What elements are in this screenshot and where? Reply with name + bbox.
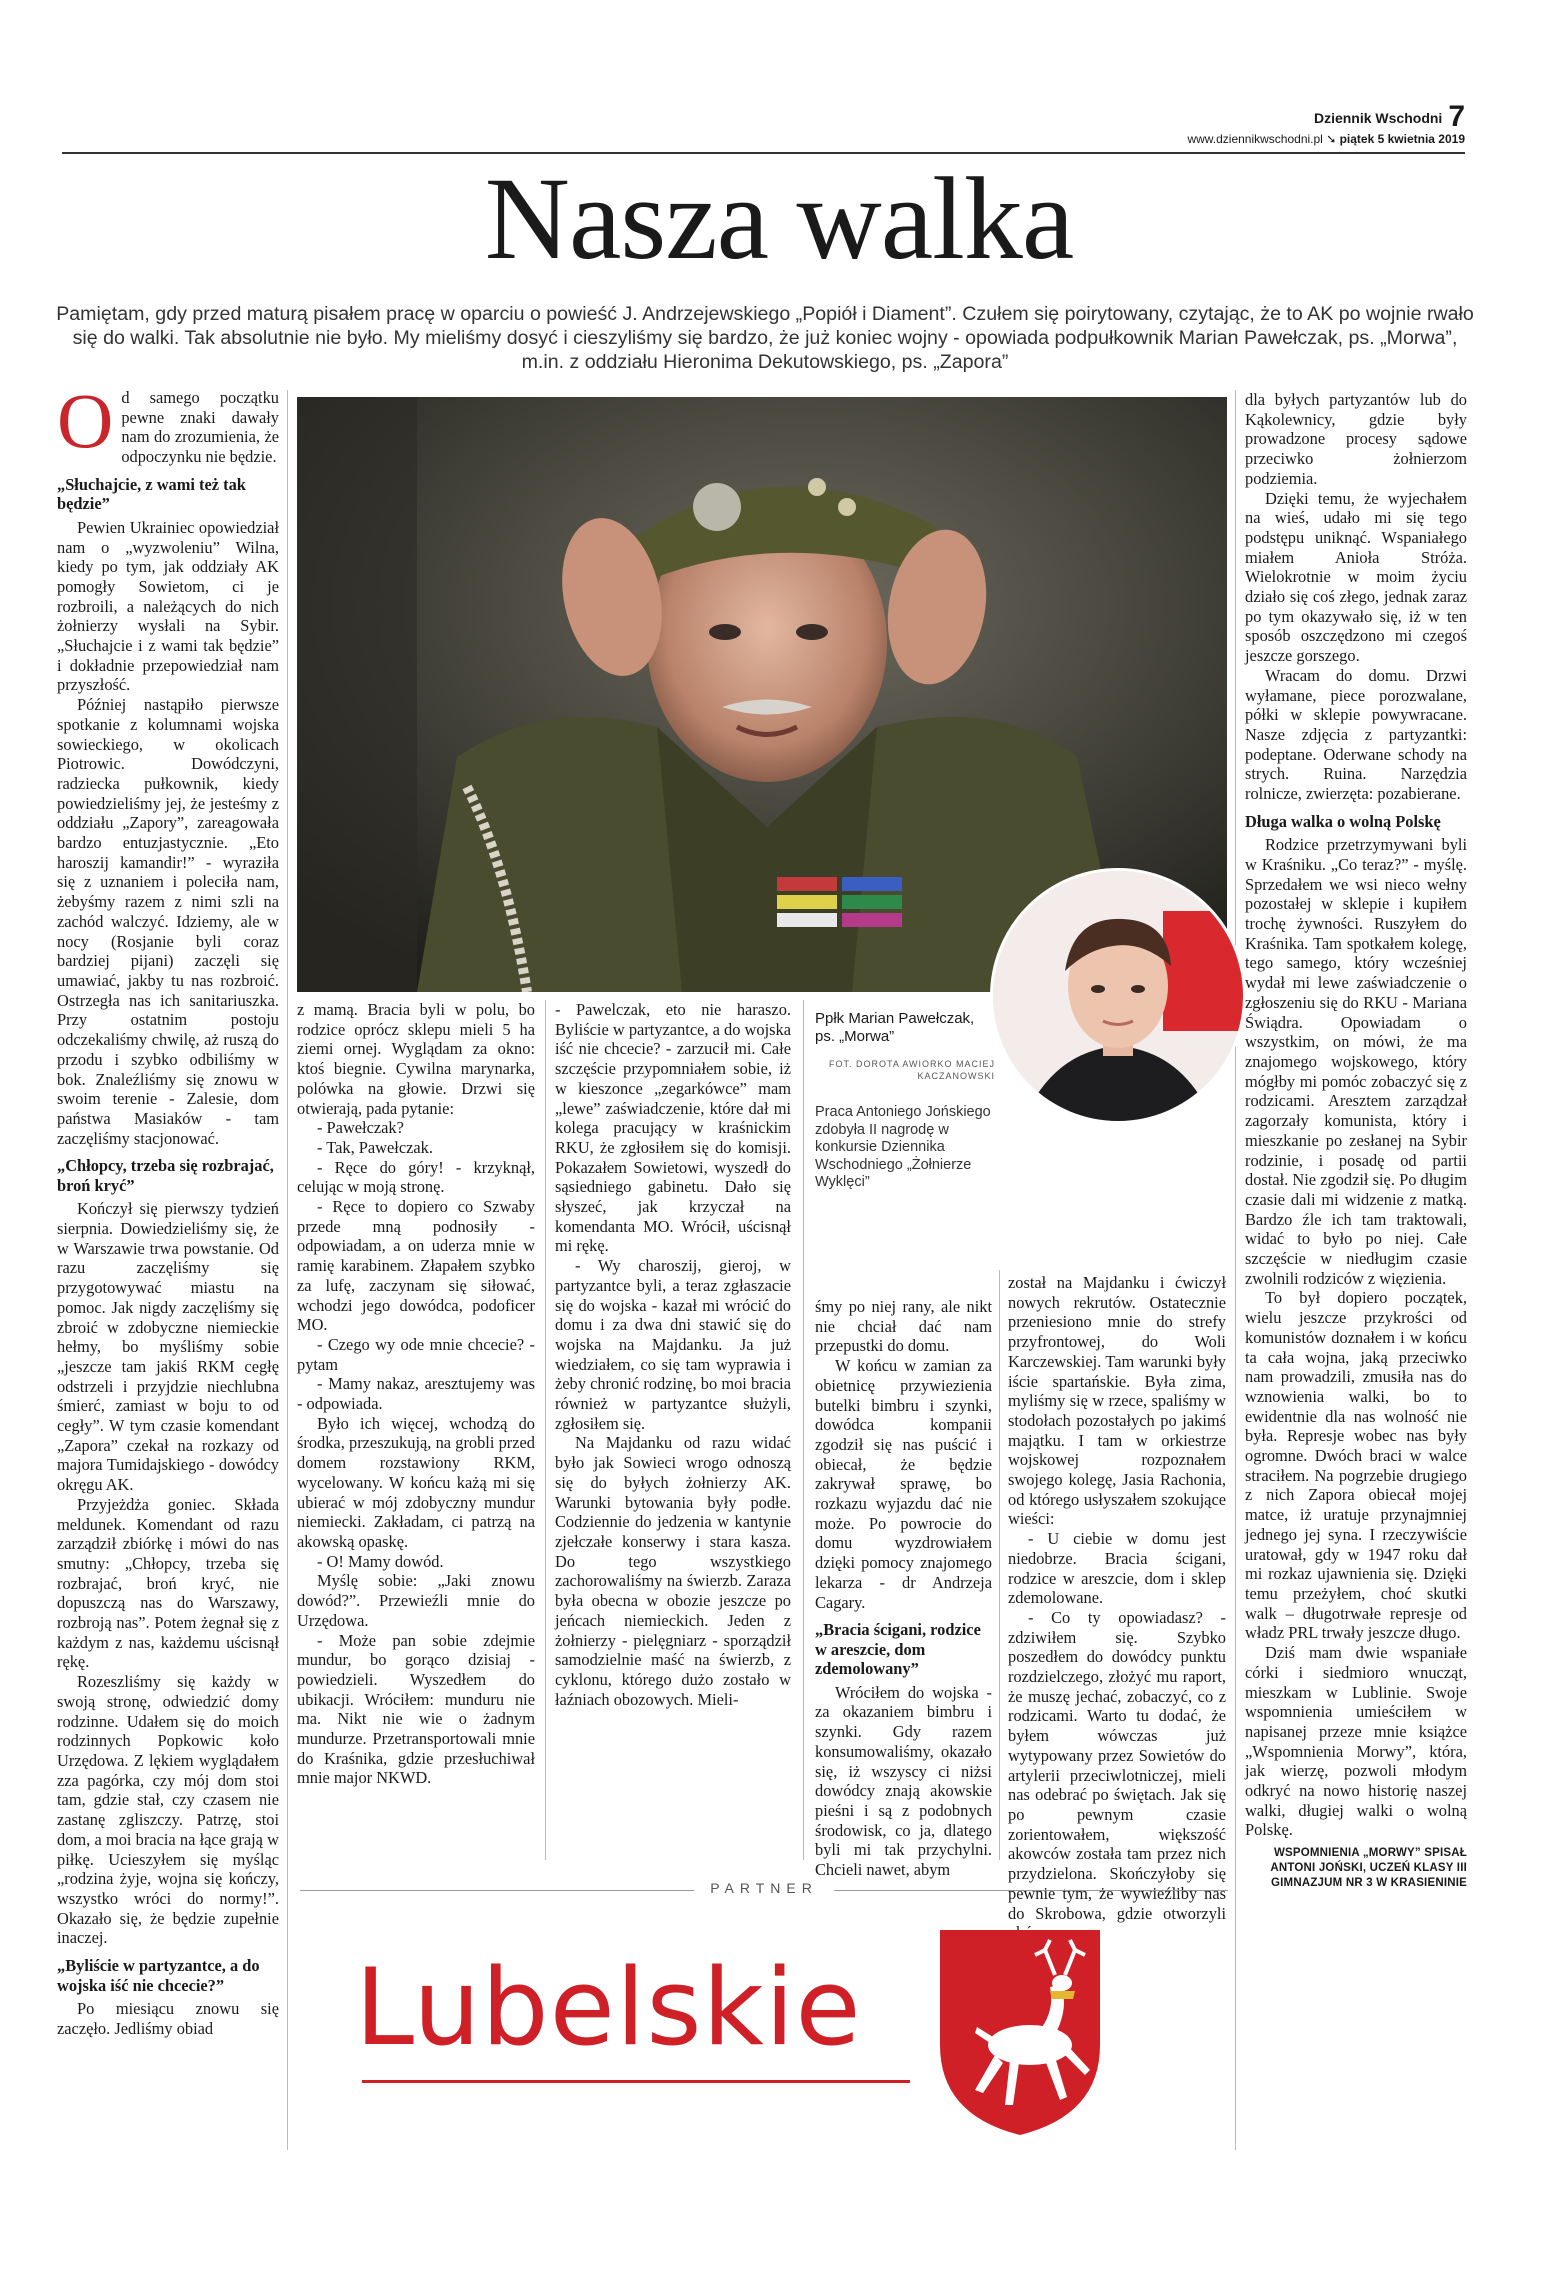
dialogue-line: - O! Mamy dowód.	[317, 1551, 444, 1571]
paragraph: Przyjeżdża goniec. Składa meldunek. Komendant od razu zarządził zbiórkę i mówi do nas smutny: „Chłopcy, trzeba się rozbrajać, broń kryć, nie dopuszczą nas do Warszawy, rozbroją nas”. Potem żegnał się z każdym z nas, każdemu uścisnął rękę.	[57, 1494, 279, 1672]
article-column-4a	[815, 1297, 992, 1880]
paragraph: Rodzice przetrzymywani byli w Kraśniku. „Co teraz?” - myślę. Sprzedałem we wsi nieco wełny pozostałej w sklepie i kupiłem trochę żywności. Ruszyłem do Kraśnika. Tam spotkałem kolegę, tego samego, który wcześniej wydał mi lewe zaświadczenie o zgłoszeniu się do RKU - Mariana Świądra. Opowiadam o wszystkim, on mówi, że ma znajomego wojskowego, który mógłby mi pomóc zobaczyć się z rodzicami. Aresztem zarządzał zagorzały komunista, który i mieszkanie po zesłanej na Sybir rodzinie, i posadę od partii dostał. Nie zgodził się. Po długim czasie dali mi widzenie z matką. Bardzo źle ich tam traktowali, widać to było po niej. Całe szczęście w niedługim czasie zwolnili rodziców z więzienia.	[1245, 835, 1467, 1288]
paragraph: Myślę sobie: „Jaki znowu dowód?”. Przewieźli mnie do Urzędowa.	[297, 1571, 535, 1630]
dialogue-line: - Mamy nakaz, aresztujemy was - odpowiada.	[297, 1374, 535, 1414]
subheading: „Chłopcy, trzeba się rozbrajać, broń kryć”	[57, 1156, 274, 1195]
page-header	[1187, 100, 1465, 146]
paragraph: Kończył się pierwszy tydzień sierpnia. Dowiedzieliśmy się, że w Warszawie trwa powstanie. Od razu zaczęliśmy się przygotowywać miastu na pomoc. Jak nigdy zaczęliśmy się zbroić w zdobyczne niemieckie hełmy, bo myśliśmy sobie „jeszcze tam jakiś RKM cegłę odstrzeli i przyjdzie niechlubna śmierć, zamiast w boju to od cegły”. W tym czasie komendant „Zapora” czekał na rozkazy od majora Tumidajskiego - dowódcy okręgu AK.	[57, 1199, 279, 1495]
lubelskie-crest-icon	[935, 1925, 1105, 2139]
paragraph: Wracam do domu. Drzwi wyłamane, piece porozwalane, półki w sklepie powywracane. Nasze zdjęcia z partyzantki: podeptane. Oderwane schody na strych. Ruina. Narzędzia rolnicze, zwierzęta: pozabierane.	[1245, 665, 1467, 804]
subheading: „Byliście w partyzantce, a do wojska iść nie chcecie?”	[57, 1956, 260, 1995]
article-column-2	[297, 1000, 535, 1788]
dialogue-line: - Pawełczak?	[317, 1118, 404, 1138]
partner-label: PARTNER	[694, 1880, 834, 1896]
article-title: Nasza walka	[484, 153, 1074, 284]
column-rule	[287, 390, 288, 2150]
paragraph: - Wy charoszij, gieroj, w partyzantce byli, a teraz zgłaszacie się do wojska - kazał mi wrócić do domu i za dwa dni stawić się do wojska na Majdanku. Ja już wiedziałem, co się tam wyprawia i żeby chronić rodzinę, bo moi bracia również w partyzantce służyli, zgłosiłem się.	[555, 1256, 791, 1433]
paragraph: Wróciłem do wojska - za okazaniem bimbru i szynki. Gdy razem konsumowaliśmy, okazało się, iż wszyscy ci niżsi dowódcy znają akowskie pieśni i są z podobnych środowisk, co ja, dlatego byli mi tak przychylni. Chcieli nawet, abym	[815, 1682, 992, 1880]
article-column-3	[555, 1000, 791, 1709]
newspaper-name: Dziennik Wschodni	[1313, 110, 1443, 126]
paragraph: został na Majdanku i ćwiczył nowych rekrutów. Ostatecznie przeniesiono mnie do strefy przyfrontowej, do Woli Karczewskiej. Tam warunki były iście spartańskie. Była zima, myliśmy się w rzece, spaliśmy w stodołach pozostałych po jakimś majątku. I tam w orkiestrze wojskowej rozpoznałem swojego kolegę, Jasia Rachonia, od którego usłyszałem szokujące wieści:	[1008, 1273, 1226, 1529]
inset-author-photo	[990, 868, 1246, 1124]
logo-underline	[362, 2080, 910, 2083]
drop-cap: O	[57, 377, 114, 464]
column-rule	[803, 1000, 804, 1860]
photo-caption: Ppłk Marian Pawełczak, ps. „Morwa”	[815, 1010, 975, 1045]
paragraph: Dzięki temu, że wyjechałem na wieś, udało mi się tego podstępu uniknąć. Wspaniałego miałem Anioła Stróża. Wielokrotnie w moim życiu działo się coś złego, jednak zaraz po tym okazywało się, iż w ten sposób oszczędzono mi czegoś jeszcze gorszego.	[1245, 488, 1467, 666]
photo-credit: FOT. DOROTA AWIORKO MACIEJ KACZANOWSKI	[828, 1059, 995, 1081]
paragraph: Później nastąpiło pierwsze spotkanie z kolumnami wojska sowieckiego, w okolicach Piotrowic. Dowódczyni, radziecka pułkownik, kiedy powiedzieliśmy jej, że jesteśmy z oddziału „Zapory”, zareagowała bardzo entuzjastycznie. „Eto haroszij kamandir!” - wyraziła się z uznaniem i poleciła nam, żebyśmy razem z nimi szli na zachód walczyć. Idziemy, ale w nocy (Rosjanie byli coraz bardziej pijani) zaczęli się umawiać, jakby tu nas rozbroić. Ostrzegła nas ich sanitariuszka. Przy ostatnim postoju odczekaliśmy chwilę, aż ruszą do przodu i szybko odbiliśmy w bok. Znaleźliśmy się znowu w swoim terenie - Zalesie, dom państwa Masiaków - tam zaczęliśmy stacjonować.	[57, 695, 279, 1148]
dialogue-line: - Tak, Pawełczak.	[317, 1137, 433, 1157]
paragraph: - Pawelczak, eto nie haraszo. Byliście w partyzantce, a do wojska iść nie chcecie? - zarzucił mi. Całe szczęście przypomniałem sobie, iż w kieszonce „zegarkówce” mam „lewe” zaświadczenie, które dał mi kolega pracujący w kraśnickim RKU, że zgłosiłem się do komisji. Pokazałem Sowietowi, wyszedł do sąsiedniego gabinetu. Dało się słyszeć, jak krzyczał na komendanta MO. Wrócił, uścisnął mi rękę.	[555, 1000, 791, 1256]
lubelskie-logo-text: Lubelskie	[355, 1946, 862, 2069]
arrow-icon: ➘	[1326, 132, 1337, 146]
paragraph: Pewien Ukrainiec opowiedział nam o „wyzwoleniu” Wilna, kiedy po tym, jak oddziały AK pomogły Sowietom, ci je rozbroili, a należących do nich żołnierzy wysłali na Sybir. „Słuchajcie i z wami tak będzie” i dokładnie przepowiedział nam przyszłość.	[57, 517, 279, 695]
dialogue-line: - Ręce do góry! - krzyknął, celując w moją stronę.	[297, 1157, 535, 1197]
photo-caption-block	[815, 1010, 995, 1192]
column-rule	[999, 1270, 1000, 1860]
column-rule	[1235, 390, 1236, 2150]
paragraph: Było ich więcej, wchodzą do środka, przeszukują, na grobli przed domem rozstawiony RKM, wycelowany. W końcu każą mi się ubierać w mój zdobyczny mundur niemiecki. Zakładam, ci patrzą na akowską opaskę.	[297, 1413, 535, 1551]
paragraph: W końcu w zamian za obietnicę przywiezienia butelki bimbru i szynki, dowódca kompanii zgodził się nas puścić i obiecał, że będzie zakrywał sprawę, bo rozkazu wyjazdu dać nie może. Po powrocie do domu wyzdrowiałem dzięki pomocy znajomego lekarza - dr Andrzeja Cagary.	[815, 1356, 992, 1612]
article-column-4b	[1008, 1273, 1226, 1943]
article-column-5	[1245, 390, 1467, 1891]
paragraph: Rozeszliśmy się każdy w swoją stronę, odwiedzić domy rodzinne. Udałem się do moich rodzinnych Popkowic koło Urzędowa. Z lękiem wyglądałem zza pagórka, czy mój dom stoi tam, gdzie stał, czy czasem nie zastanę zgliszczy. Patrzę, stoi dom, a moi bracia na łące grają w piłkę. Ucieszyłem się myśląc „rodzina żyje, wojna się kończy, wszystko wróci do normy!”. Okazało się, że będzie zupełnie inaczej.	[57, 1672, 279, 1948]
dialogue-line: - Czego wy ode mnie chcecie? - pytam	[297, 1334, 535, 1374]
paragraph: Na Majdanku od razu widać było jak Sowieci wrogo odnoszą się do byłych żołnierzy AK. Warunki bytowania były podłe. Codziennie do jedzenia w kantynie zjełczałe konserwy i stara kasza. Do tego wszystkiego zachorowaliśmy na świerzb. Zaraza była obecna w obozie jeszcze po jeńcach niemieckich. Jeden z żołnierzy - pielęgniarz - sporządził samodzielnie maść na świerzb, z cyklonu, którego dużo zostało w łaźniach obozowych. Mieli-	[555, 1433, 791, 1709]
column-rule	[545, 1000, 546, 1860]
student-portrait-image	[993, 871, 1243, 1121]
subheading: „Bracia ścigani, rodzice w areszcie, dom zdemolowany”	[815, 1620, 981, 1679]
paragraph: To był dopiero początek, wielu jeszcze przykrości od komunistów doznałem i w końcu ta cała wojna, jaką przeciwko nam prowadzili, zmusiła nas do wznowienia walki, bo to ewidentnie dla nas wolność nie była. Represje wobec nas były ogromne. Dwóch braci w walce straciłem. Na pogrzebie drugiego z nich Zapora obiecał mojej matce, iż uratuje przynajmniej jednego jej syna. I rzeczywiście uratował, gdy w 1947 roku dał mi rozkaz ujawnienia się. Dzięki temu przeżyłem, choć skutki walk – długotrwałe represje od władz PRL trwały jeszcze długo.	[1245, 1288, 1467, 1643]
author-signature: WSPOMNIENIA „MORWY” SPISAŁ ANTONI JOŃSKI, UCZEŃ KLASY III GIMNAZJUM NR 3 W KRASIENINIE	[1270, 1847, 1467, 1890]
dialogue-line: - Ręce to dopiero co Szwaby przede mną podnosiły - odpowiadam, a on uderza mnie w ramię karabinem. Złapałem szybko za lufę, zaczynam się siłować, wchodzi jego dowódca, podoficer MO.	[297, 1197, 535, 1335]
paragraph: - Może pan sobie zdejmie mundur, bo gorąco dzisiaj - powiedzieli. Wyszedłem do ubikacji. Wróciłem: munduru nie ma. Nikt nie wie o żadnym mundurze. Przetransportowali mnie do Kraśnika, gdzie przesłuchiwał mnie major NKWD.	[297, 1630, 535, 1788]
paragraph: d samego początku pewne znaki dawały nam do zrozumienia, że odpoczynku nie będzie.	[121, 388, 279, 467]
paragraph: dla byłych partyzantów lub do Kąkolewnicy, gdzie były prowadzone procesy sądowe przeciwko żołnierzom podziemia.	[1245, 390, 1467, 488]
page-number: 7	[1448, 100, 1465, 133]
paragraph: Dziś mam dwie wspaniałe córki i siedmioro wnucząt, mieszkam w Lublinie. Swoje wspomnienia umieściłem w napisanej przeze mnie książce „Wspomnienia Morwy”, która, jak wierzę, pozwoli młodym odkryć na nowo historię naszej walki, długiej walki o wolną Polskę.	[1245, 1643, 1467, 1840]
subheading: Długa walka o wolną Polskę	[1245, 811, 1441, 831]
paragraph: z mamą. Bracia byli w polu, bo rodzice oprócz sklepu mieli 5 ha ziemi ornej. Wyglądam za okno: ktoś biegnie. Cywilna marynarka, polówka na głowie. Drzwi się otwierają, pada pytanie:	[297, 1000, 535, 1118]
dialogue-line: - U ciebie w domu jest niedobrze. Bracia ścigani, rodzice w areszcie, dom i sklep zdemolowane.	[1008, 1529, 1226, 1608]
inset-caption: Praca Antoniego Jońskiego zdobyła II nagrodę w konkursie Dziennika Wschodniego „Żołnierze Wyklęci”	[815, 1104, 991, 1190]
paragraph: Po miesiącu znowu się zaczęło. Jedliśmy obiad	[57, 1999, 279, 2038]
article-lead: Pamiętam, gdy przed maturą pisałem pracę w oparciu o powieść J. Andrzejewskiego „Popiół i Diament”. Czułem się poirytowany, czytając, że to AK po wojnie rwało się do walki. Tak absolutnie nie było. My mieliśmy dosyć i cieszyliśmy się bardzo, że już koniec wojny - opowiada podpułkownik Marian Pawełczak, ps. „Morwa”, m.in. z oddziału Hieronima Dekutowskiego, ps. „Zapora”	[56, 303, 1474, 373]
issue-date: piątek 5 kwietnia 2019	[1339, 132, 1465, 146]
website-link[interactable]: www.dziennikwschodni.pl	[1187, 132, 1323, 146]
dialogue-line: - Co ty opowiadasz? - zdziwiłem się. Szybko poszedłem do dowódcy punktu rozdzielczego, złożyć mu raport, że muszę jechać, zobaczyć, co z rodzicami. Warto tu dodać, że byłem wówczas już wytypowany przez Sowietów do artylerii przeciwlotniczej, mieli nas odebrać po świętach. Jak się po pewnym czasie zorientowałem, większość akowców została tam przez nich przydzielona. Skończyłoby się pewnie tym, że wywieźliby nas do Skrobowa, gdzie otworzyli	[1008, 1607, 1226, 1923]
paragraph: śmy po niej rany, ale nikt nie chciał dać nam przepustki do domu.	[815, 1297, 992, 1356]
article-column-1	[57, 377, 279, 2038]
subheading: „Słuchajcie, z wami też tak będzie”	[57, 474, 246, 514]
